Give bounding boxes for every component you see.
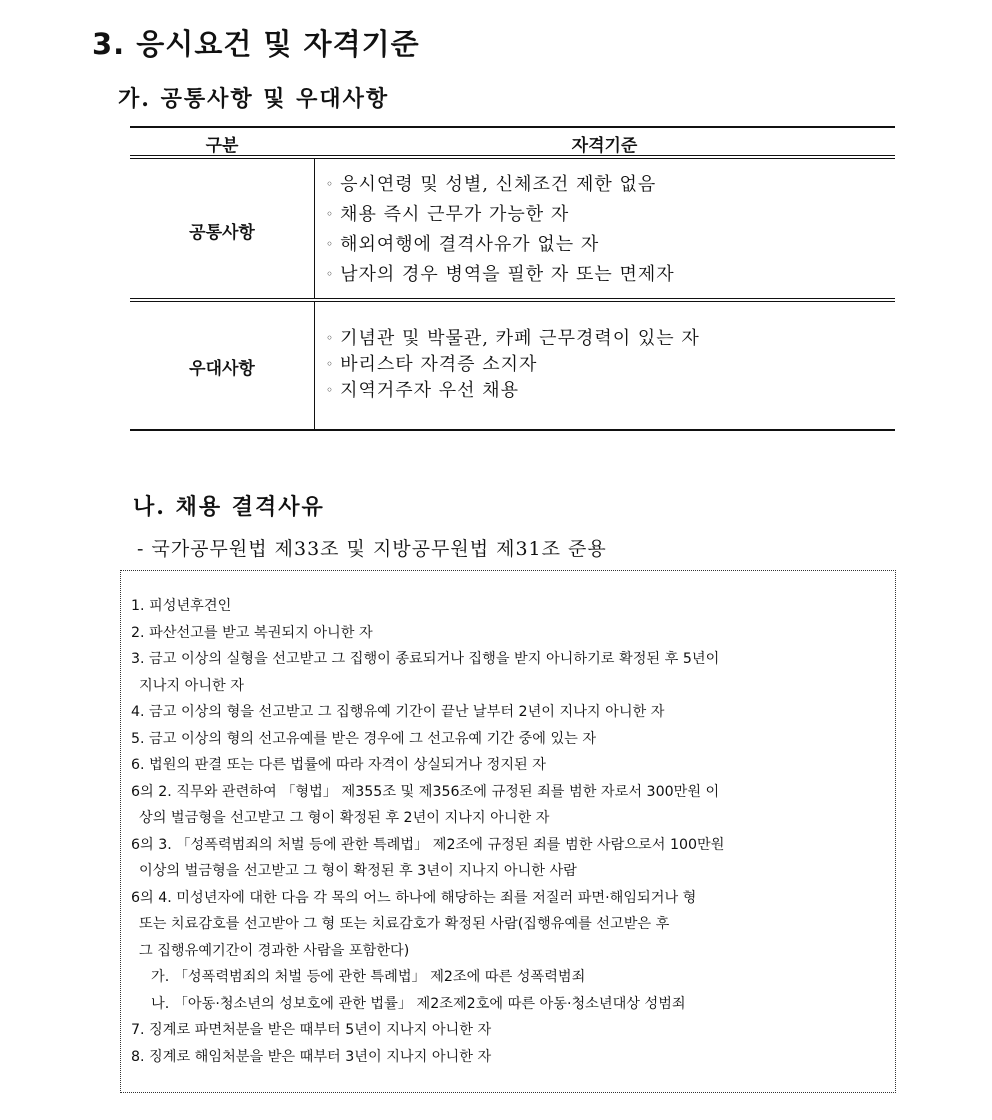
list-subitem: 나. 「아동·청소년의 성보호에 관한 법률」 제2조제2호에 따른 아동·청소년대상 성범죄 — [151, 995, 686, 1012]
section-b-heading: 나. 채용 결격사유 — [133, 494, 325, 520]
list-item: 7. 징계로 파면처분을 받은 때부터 5년이 지나지 아니한 자 — [131, 1022, 492, 1038]
bullet-icon: ◦ — [326, 267, 335, 281]
column-divider — [314, 302, 315, 429]
column-header-criteria: 자격기준 — [571, 136, 638, 156]
column-header-category: 구분 — [205, 136, 239, 156]
list-item: ◦ 채용 즉시 근무가 가능한 자 — [326, 204, 570, 225]
list-item: 1. 피성년후견인 — [131, 598, 232, 614]
preferred-items-list — [326, 326, 700, 404]
table-bottom-rule — [130, 429, 895, 431]
bullet-icon: ◦ — [326, 207, 335, 221]
bullet-icon: ◦ — [326, 357, 335, 371]
list-item: 6의 2. 직무와 관련하여 「형법」 제355조 및 제356조에 규정된 죄를 범한 자로서 300만원 이 상의 벌금형을 선고받고 그 형이 확정된 후 2년이 지나지 아니한 자 — [131, 783, 720, 826]
list-item: 5. 금고 이상의 형의 선고유예를 받은 경우에 그 선고유예 기간 중에 있는 자 — [131, 730, 597, 747]
list-item: 6의 4. 미성년자에 대한 다음 각 목의 어느 하나에 해당하는 죄를 저질러 파면·해임되거나 형 또는 치료감호를 선고받아 그 형 또는 치료감호가 확정된 사람(집행유예를 선고받은 후 그 집행유예기간이 경과한 사람을 포함한다) — [131, 889, 697, 959]
table-header — [130, 128, 895, 155]
column-divider — [314, 159, 315, 298]
list-item: 4. 금고 이상의 형을 선고받고 그 집행유예 기간이 끝난 날부터 2년이 지나지 아니한 자 — [131, 704, 665, 720]
row-category-common: 공통사항 — [189, 223, 255, 243]
list-subitem: 가. 「성폭력범죄의 처벌 등에 관한 특례법」 제2조에 따른 성폭력범죄 — [151, 969, 586, 985]
bullet-icon: ◦ — [326, 331, 335, 345]
list-item: ◦ 지역거주자 우선 채용 — [326, 380, 520, 401]
list-item: 6. 법원의 판결 또는 다른 법률에 따라 자격이 상실되거나 정지된 자 — [131, 757, 546, 773]
bullet-icon: ◦ — [326, 177, 335, 191]
list-item: 6의 3. 「성폭력범죄의 처벌 등에 관한 특례법」 제2조에 규정된 죄를 범한 사람으로서 100만원 이상의 벌금형을 선고받고 그 형이 확정된 후 3년이 지나지 아니한 사람 — [131, 836, 725, 879]
bullet-icon: ◦ — [326, 383, 335, 397]
disqualification-list — [131, 593, 883, 1070]
common-items-list — [326, 170, 675, 290]
section-a-heading: 가. 공통사항 및 우대사항 — [118, 86, 390, 112]
list-item: ◦ 응시연령 및 성별, 신체조건 제한 없음 — [326, 174, 657, 195]
list-item: ◦ 남자의 경우 병역을 필한 자 또는 면제자 — [326, 264, 675, 285]
list-item: ◦ 바리스타 자격증 소지자 — [326, 354, 538, 375]
header-divider — [130, 155, 895, 159]
page-title: 3. 응시요건 및 자격기준 — [92, 27, 420, 61]
list-item: 2. 파산선고를 받고 복권되지 아니한 자 — [131, 624, 373, 641]
list-item: 3. 금고 이상의 실형을 선고받고 그 집행이 종료되거나 집행을 받지 아니하기로 확정된 후 5년이 지나지 아니한 자 — [131, 651, 720, 694]
row-divider — [130, 298, 895, 302]
disqualification-box — [120, 570, 896, 1093]
list-item: ◦ 기념관 및 박물관, 카페 근무경력이 있는 자 — [326, 328, 700, 349]
list-item: 8. 징계로 해임처분을 받은 때부터 3년이 지나지 아니한 자 — [131, 1048, 492, 1065]
row-category-preferred: 우대사항 — [189, 359, 255, 379]
list-item: ◦ 해외여행에 결격사유가 없는 자 — [326, 234, 600, 255]
legal-basis-note: - 국가공무원법 제33조 및 지방공무원법 제31조 준용 — [137, 538, 607, 560]
requirements-table — [130, 126, 895, 431]
bullet-icon: ◦ — [326, 237, 335, 251]
